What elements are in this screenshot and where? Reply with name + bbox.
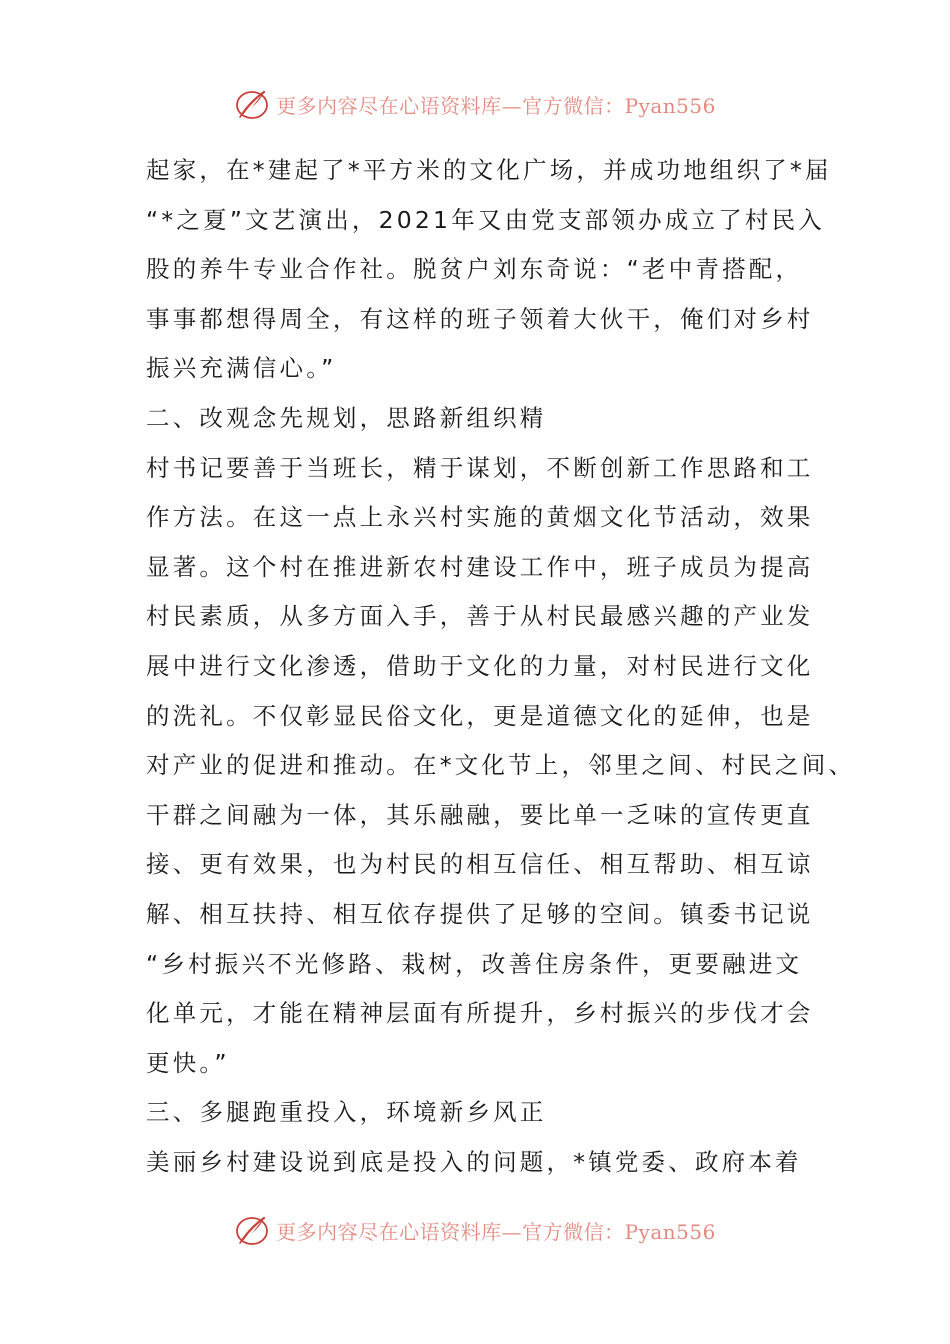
header-banner bbox=[0, 84, 950, 124]
body-line: 更快。” bbox=[146, 1048, 230, 1077]
document-body bbox=[146, 146, 856, 1187]
body-line: 事事都想得周全，有这样的班子领着大伙干，俺们对乡村 bbox=[146, 304, 814, 333]
quill-logo-icon bbox=[234, 86, 270, 122]
body-line: 展中进行文化渗透，借助于文化的力量，对村民进行文化 bbox=[146, 651, 814, 680]
quill-logo-icon bbox=[234, 1212, 270, 1248]
body-line: 化单元，才能在精神层面有所提升，乡村振兴的步伐才会 bbox=[146, 999, 814, 1028]
body-line: 对产业的促进和推动。在*文化节上，邻里之间、村民之间、 bbox=[146, 751, 856, 780]
header-banner-content bbox=[234, 86, 716, 122]
body-line: “*之夏”文艺演出，2021年又由党支部领办成立了村民入 bbox=[146, 205, 826, 234]
body-line: 美丽乡村建设说到底是投入的问题，*镇党委、政府本着 bbox=[146, 1147, 802, 1176]
footer-banner bbox=[0, 1210, 950, 1250]
body-line: 干群之间融为一体，其乐融融，要比单一乏味的宣传更直 bbox=[146, 800, 814, 829]
body-line: 接、更有效果，也为村民的相互信任、相互帮助、相互谅 bbox=[146, 850, 814, 879]
header-banner-text: 更多内容尽在心语资料库—官方微信：Pyan556 bbox=[276, 93, 716, 118]
body-line: 村书记要善于当班长，精于谋划，不断创新工作思路和工 bbox=[146, 453, 814, 482]
footer-banner-content bbox=[234, 1212, 716, 1248]
body-line: 村民素质，从多方面入手，善于从村民最感兴趣的产业发 bbox=[146, 602, 814, 631]
body-line: 解、相互扶持、相互依存提供了足够的空间。镇委书记说 bbox=[146, 899, 814, 928]
body-line: 作方法。在这一点上永兴村实施的黄烟文化节活动，效果 bbox=[146, 503, 814, 532]
body-line: 的洗礼。不仅彰显民俗文化，更是道德文化的延伸，也是 bbox=[146, 701, 814, 730]
body-line: 显著。这个村在推进新农村建设工作中，班子成员为提高 bbox=[146, 552, 814, 581]
body-line: 股的养牛专业合作社。脱贫户刘东奇说：“老中青搭配， bbox=[146, 255, 803, 284]
body-line: 起家，在*建起了*平方米的文化广场，并成功地组织了*届 bbox=[146, 156, 832, 184]
body-line: “乡村振兴不光修路、栽树，改善住房条件，更要融进文 bbox=[146, 949, 803, 978]
footer-banner-text: 更多内容尽在心语资料库—官方微信：Pyan556 bbox=[276, 1219, 716, 1244]
section-heading-2: 二、改观念先规划，思路新组织精 bbox=[146, 403, 547, 432]
section-heading-3: 三、多腿跑重投入，环境新乡风正 bbox=[146, 1098, 547, 1127]
body-line: 振兴充满信心。” bbox=[146, 354, 337, 383]
